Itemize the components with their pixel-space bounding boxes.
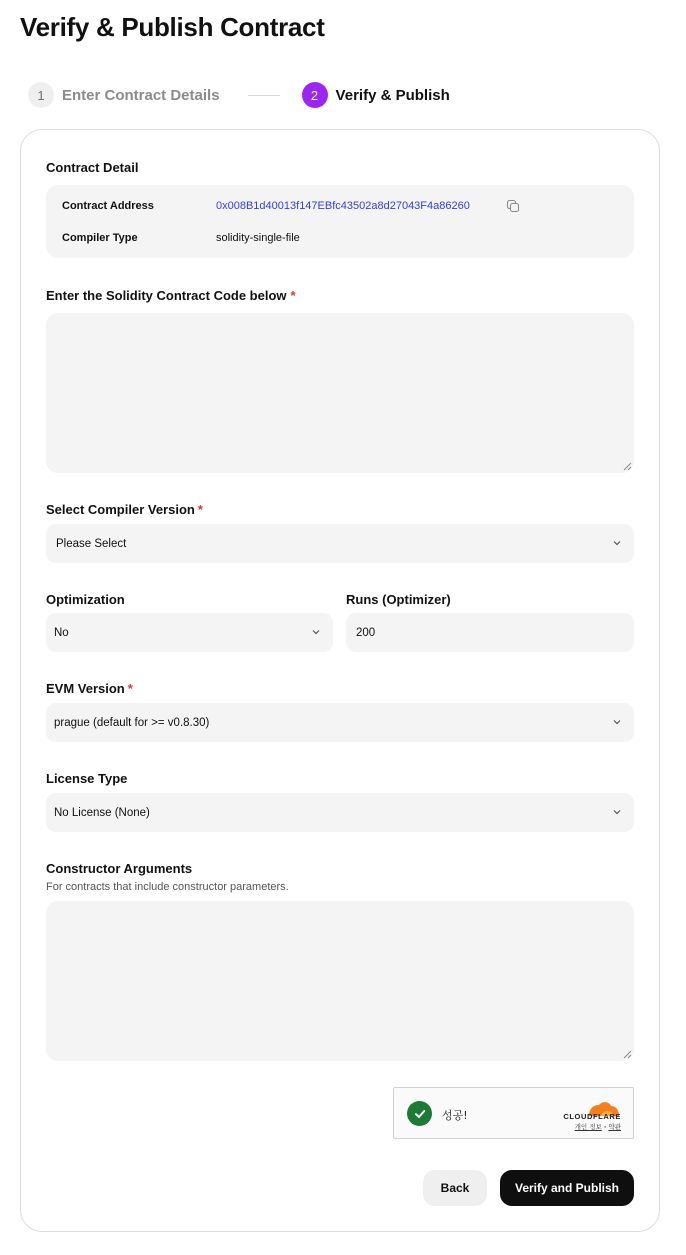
step-label: Verify & Publish bbox=[335, 86, 450, 104]
contract-detail-box bbox=[46, 185, 634, 258]
chevron-down-icon bbox=[612, 807, 622, 817]
constructor-arguments-textarea[interactable] bbox=[46, 901, 634, 1061]
evm-version-label bbox=[46, 681, 133, 696]
compiler-version-value: Please Select bbox=[56, 537, 127, 550]
checkmark-icon bbox=[407, 1101, 432, 1126]
required-mark: * bbox=[290, 288, 296, 303]
license-type-label: License Type bbox=[46, 771, 128, 786]
step-label: Enter Contract Details bbox=[62, 86, 220, 104]
code-label-text: Enter the Solidity Contract Code below bbox=[46, 288, 287, 303]
required-mark: * bbox=[197, 502, 203, 517]
back-button[interactable]: Back bbox=[423, 1170, 487, 1206]
evm-version-value: prague (default for >= v0.8.30) bbox=[54, 716, 210, 729]
resize-grip-icon[interactable] bbox=[623, 462, 632, 471]
constructor-arguments-label: Constructor Arguments bbox=[46, 861, 193, 876]
copy-icon[interactable] bbox=[506, 199, 520, 213]
compiler-type-label: Compiler Type bbox=[62, 232, 138, 244]
code-label bbox=[46, 288, 296, 303]
optimization-select[interactable] bbox=[46, 613, 333, 652]
terms-link[interactable]: 약관 bbox=[608, 1123, 621, 1131]
chevron-down-icon bbox=[612, 538, 622, 548]
compiler-version-label-text: Select Compiler Version bbox=[46, 502, 195, 517]
contract-address-link[interactable]: 0x008B1d40013f147EBfc43502a8d27043F4a86260 bbox=[216, 200, 470, 212]
step-enter-details[interactable] bbox=[28, 82, 220, 108]
stepper bbox=[28, 82, 450, 108]
solidity-code-textarea[interactable] bbox=[46, 313, 634, 473]
optimization-label: Optimization bbox=[46, 592, 125, 607]
captcha-links bbox=[575, 1122, 621, 1131]
step-verify-publish[interactable] bbox=[302, 82, 450, 108]
evm-version-select[interactable] bbox=[46, 703, 634, 742]
optimization-value: No bbox=[54, 626, 69, 639]
step-number: 1 bbox=[28, 82, 54, 108]
license-type-select[interactable] bbox=[46, 793, 634, 832]
license-type-value: No License (None) bbox=[54, 806, 150, 819]
required-mark: * bbox=[127, 681, 133, 696]
captcha-status: 성공! bbox=[442, 1109, 468, 1122]
runs-input[interactable] bbox=[346, 613, 634, 652]
step-number: 2 bbox=[302, 82, 328, 108]
step-divider bbox=[248, 95, 280, 96]
verify-and-publish-button[interactable]: Verify and Publish bbox=[500, 1170, 634, 1206]
contract-detail-heading: Contract Detail bbox=[46, 160, 139, 175]
privacy-link[interactable]: 개인 정보 bbox=[574, 1123, 602, 1131]
compiler-type-value: solidity-single-file bbox=[216, 232, 300, 244]
evm-version-label-text: EVM Version bbox=[46, 681, 125, 696]
chevron-down-icon bbox=[311, 627, 321, 637]
runs-value: 200 bbox=[356, 626, 376, 639]
runs-label: Runs (Optimizer) bbox=[346, 592, 451, 607]
turnstile-captcha[interactable] bbox=[393, 1087, 634, 1139]
chevron-down-icon bbox=[612, 717, 622, 727]
resize-grip-icon[interactable] bbox=[623, 1050, 632, 1059]
constructor-arguments-hint: For contracts that include constructor parameters. bbox=[46, 881, 289, 893]
link-separator: · bbox=[603, 1123, 607, 1131]
contract-address-label: Contract Address bbox=[62, 200, 154, 212]
compiler-version-select[interactable] bbox=[46, 524, 634, 563]
compiler-version-label bbox=[46, 502, 203, 517]
cloudflare-brand: CLOUDFLARE bbox=[563, 1112, 621, 1121]
verify-form-card bbox=[20, 129, 660, 1232]
page-title: Verify & Publish Contract bbox=[20, 12, 325, 42]
